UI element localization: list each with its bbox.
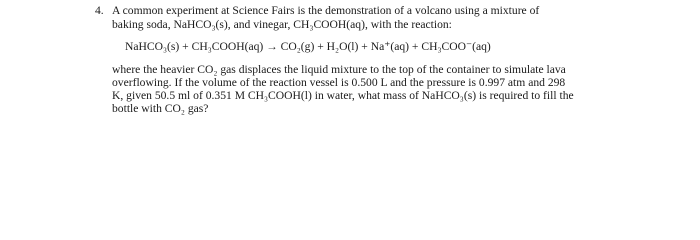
problem-line-1: A common experiment at Science Fairs is the demonstration of a volcano using a mixture of <box>112 4 540 17</box>
problem-line-4: where the heavier CO₂ gas displaces the liquid mixture to the top of the container to simulate lava <box>112 63 566 76</box>
reaction-equation: NaHCO₃(s) + CH₃COOH(aq) → CO₂(g) + H₂O(l) + Na⁺(aq) + CH₃COO⁻(aq) <box>125 40 491 53</box>
problem-line-6: K, given 50.5 ml of 0.351 M CH₃COOH(l) in water, what mass of NaHCO₃(s) is required to fill the <box>112 89 574 102</box>
problem-line-2: baking soda, NaHCO₃(s), and vinegar, CH₃COOH(aq), with the reaction: <box>112 18 452 31</box>
problem-number: 4. <box>95 4 104 17</box>
problem-line-7: bottle with CO₂ gas? <box>112 102 209 115</box>
problem-line-5: overflowing. If the volume of the reaction vessel is 0.500 L and the pressure is 0.997 atm and 298 <box>112 76 566 89</box>
